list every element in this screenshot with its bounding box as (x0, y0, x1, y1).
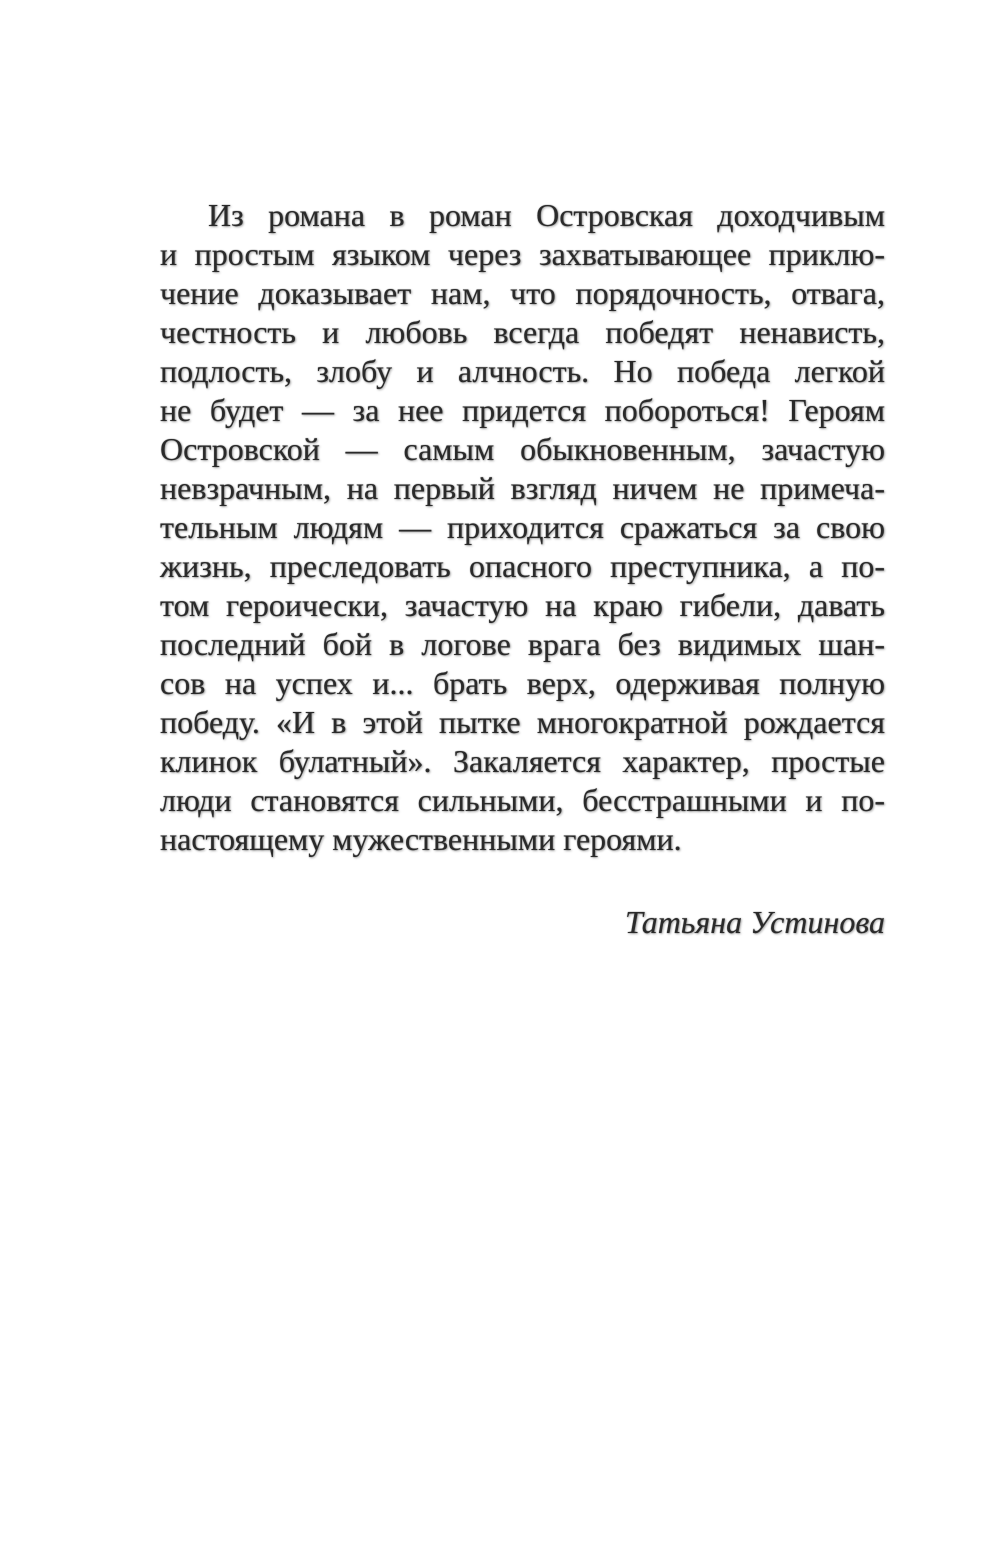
paragraph-line: не будет — за нее придется побороться! Героям (160, 392, 885, 428)
paragraph-line: чение доказывает нам, что порядочность, отвага, (160, 275, 885, 311)
paragraph-line: подлость, злобу и алчность. Но победа легкой (160, 353, 885, 389)
paragraph-line: настоящему мужественными героями. (160, 821, 682, 857)
paragraph-line: сов на успех и... брать верх, одерживая полную (160, 665, 885, 701)
paragraph-line: последний бой в логове врага без видимых шан- (160, 626, 885, 662)
author-signature: Татьяна Устинова (625, 904, 885, 940)
paragraph-line: невзрачным, на первый взгляд ничем не примеча- (160, 470, 885, 506)
paragraph-line: том героически, зачастую на краю гибели, давать (160, 587, 885, 623)
paragraph-line: Из романа в роман Островская доходчивым (208, 197, 885, 233)
quote-paragraph (160, 196, 885, 859)
paragraph-line: честность и любовь всегда победят ненависть, (160, 314, 885, 350)
paragraph-line: клинок булатный». Закаляется характер, простые (160, 743, 885, 779)
paragraph-line: люди становятся сильными, бесстрашными и по- (160, 782, 885, 818)
paragraph-line: тельным людям — приходится сражаться за свою (160, 509, 885, 545)
paragraph-line: Островской — самым обыкновенным, зачастую (160, 431, 885, 467)
paragraph-line: победу. «И в этой пытке многократной рождается (160, 704, 885, 740)
paragraph-line: жизнь, преследовать опасного преступника, а по- (160, 548, 885, 584)
paragraph-line: и простым языком через захватывающее приклю- (160, 236, 885, 272)
